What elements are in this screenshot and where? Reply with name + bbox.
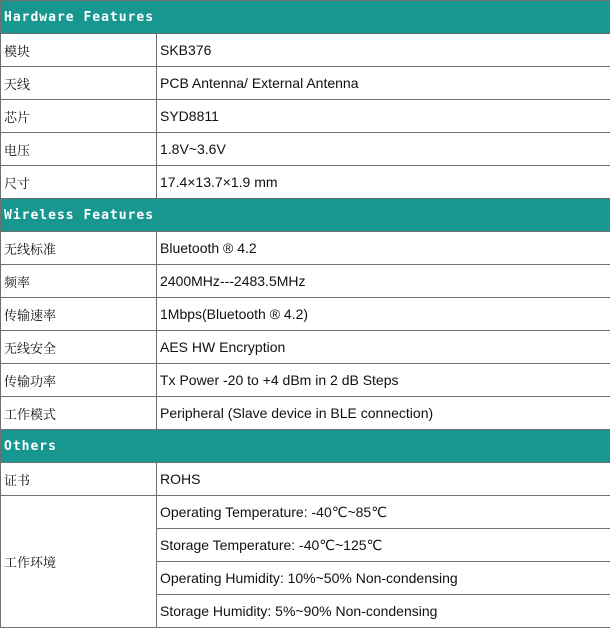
section-header-wireless xyxy=(1,199,610,232)
row-label: 传输功率 xyxy=(1,364,157,397)
row-value: Storage Humidity: 5%~90% Non-condensing xyxy=(157,595,610,628)
row-label: 电压 xyxy=(1,133,157,166)
row-value: Tx Power -20 to +4 dBm in 2 dB Steps xyxy=(157,364,610,397)
table-row xyxy=(1,463,610,496)
row-label: 尺寸 xyxy=(1,166,157,199)
section-header-hardware xyxy=(1,1,610,34)
row-value: 1Mbps(Bluetooth ® 4.2) xyxy=(157,298,610,331)
row-value: AES HW Encryption xyxy=(157,331,610,364)
row-label: 传输速率 xyxy=(1,298,157,331)
table-row xyxy=(1,298,610,331)
row-label: 模块 xyxy=(1,34,157,67)
row-value: SYD8811 xyxy=(157,100,610,133)
table-row xyxy=(1,34,610,67)
row-label: 天线 xyxy=(1,67,157,100)
row-value: ROHS xyxy=(157,463,610,496)
row-value: 17.4×13.7×1.9 mm xyxy=(157,166,610,199)
row-label: 无线标准 xyxy=(1,232,157,265)
row-value: Storage Temperature: -40℃~125℃ xyxy=(157,529,610,562)
table-row xyxy=(1,232,610,265)
row-label: 工作环境 xyxy=(1,496,157,628)
row-value: PCB Antenna/ External Antenna xyxy=(157,67,610,100)
section-header-others xyxy=(1,430,610,463)
section-title: Wireless Features xyxy=(1,199,610,232)
table-row xyxy=(1,331,610,364)
row-value: Operating Humidity: 10%~50% Non-condensing xyxy=(157,562,610,595)
row-label: 芯片 xyxy=(1,100,157,133)
section-title: Others xyxy=(1,430,610,463)
row-value: SKB376 xyxy=(157,34,610,67)
table-row xyxy=(1,166,610,199)
row-value: 2400MHz---2483.5MHz xyxy=(157,265,610,298)
row-value: Bluetooth ® 4.2 xyxy=(157,232,610,265)
row-value: 1.8V~3.6V xyxy=(157,133,610,166)
row-label: 无线安全 xyxy=(1,331,157,364)
row-label: 工作模式 xyxy=(1,397,157,430)
table-row xyxy=(1,265,610,298)
table-row xyxy=(1,364,610,397)
row-label: 频率 xyxy=(1,265,157,298)
table-row xyxy=(1,496,610,529)
section-title: Hardware Features xyxy=(1,1,610,34)
table-row xyxy=(1,397,610,430)
row-label: 证书 xyxy=(1,463,157,496)
row-value: Peripheral (Slave device in BLE connection) xyxy=(157,397,610,430)
table-row xyxy=(1,67,610,100)
table-row xyxy=(1,100,610,133)
row-value: Operating Temperature: -40℃~85℃ xyxy=(157,496,610,529)
table-row xyxy=(1,133,610,166)
